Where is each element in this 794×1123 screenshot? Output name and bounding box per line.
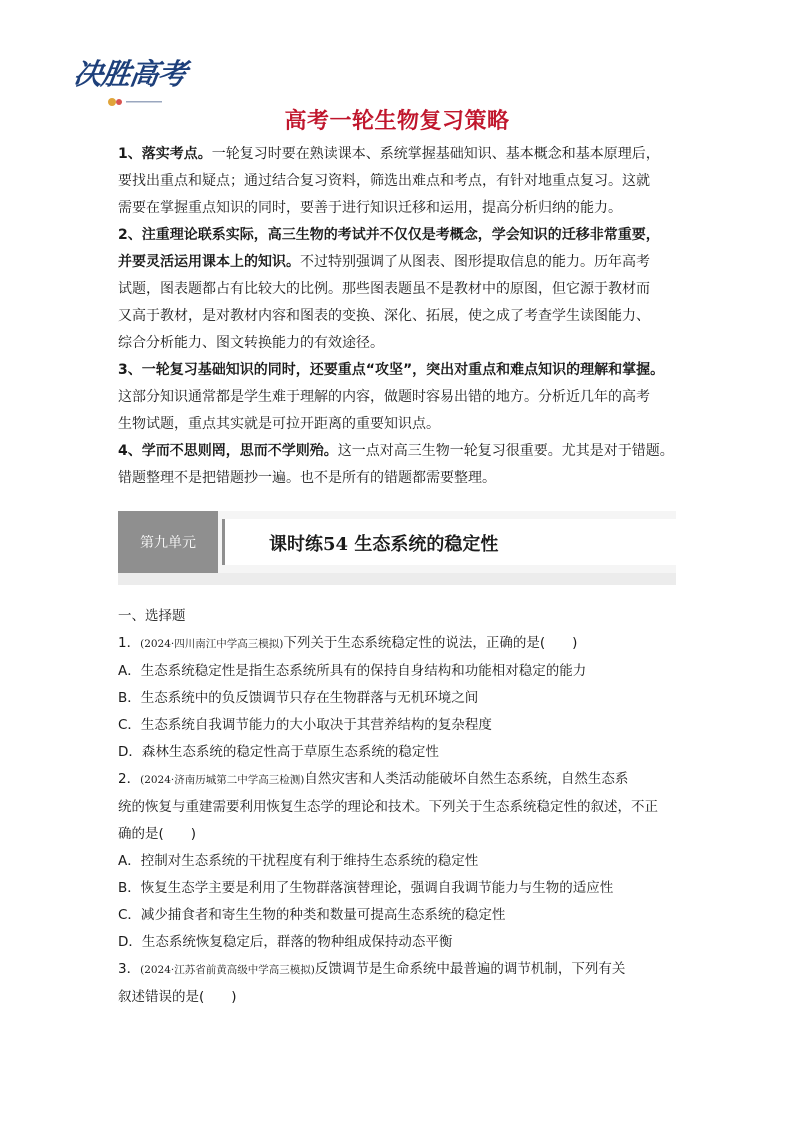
- question-section: [118, 603, 690, 1011]
- question-text: 确的是( ): [118, 826, 197, 842]
- strategy-line: [118, 357, 680, 384]
- banner-divider: [118, 573, 676, 585]
- strategy-bold-text: 2、注重理论联系实际，高三生物的考试并不仅仅是考概念，学会知识的迁移非常重要，: [118, 227, 660, 243]
- strategy-text: 不过特别强调了从图表、图形提取信息的能力。历年高考: [300, 254, 650, 270]
- question-source: (2024·济南历城第二中学高三检测): [140, 774, 305, 786]
- strategy-line: [118, 330, 680, 357]
- strategy-bold-text: 并要灵活运用课本上的知识。: [118, 254, 300, 270]
- question-option: A．控制对生态系统的干扰程度有利于维持生态系统的稳定性: [118, 853, 479, 869]
- question-number: 1．: [118, 635, 141, 651]
- strategy-line: [118, 141, 680, 168]
- question-stem: [118, 956, 690, 984]
- question-option: A．生态系统稳定性是指生态系统所具有的保持自身结构和功能相对稳定的能力: [118, 663, 587, 679]
- question-number: 2．: [118, 771, 141, 787]
- unit-title: 课时练54 生态系统的稳定性: [269, 534, 499, 555]
- question-source: (2024·江苏省前黄高级中学高三模拟): [140, 964, 315, 976]
- question-text: 自然灾害和人类活动能破坏自然生态系统，自然生态系: [304, 771, 629, 787]
- question-stem: [118, 821, 690, 848]
- strategy-text: 这部分知识通常都是学生难于理解的内容，做题时容易出错的地方。分析近几年的高考: [118, 389, 650, 405]
- strategy-bold-text: 3、一轮复习基础知识的同时，还要重点“攻坚”，突出对重点和难点知识的理解和掌握。: [118, 362, 665, 378]
- question-text: 统的恢复与重建需要利用恢复生态学的理论和技术。下列关于生态系统稳定性的叙述，不正: [118, 799, 658, 815]
- question-option: B．生态系统中的负反馈调节只存在生物群落与无机环境之间: [118, 690, 479, 706]
- question-text: 叙述错误的是( ): [118, 989, 237, 1005]
- strategy-text: 要找出重点和疑点；通过结合复习资料，筛选出难点和考点，有针对地重点复习。这就: [118, 173, 650, 189]
- question-stem: [118, 766, 690, 794]
- strategy-line: [118, 465, 680, 492]
- strategy-line: [118, 438, 680, 465]
- question-option: D．生态系统恢复稳定后，群落的物种组成保持动态平衡: [118, 934, 453, 950]
- strategy-text: 综合分析能力、图文转换能力的有效途径。: [118, 335, 384, 351]
- question-number: 3．: [118, 961, 141, 977]
- strategy-line: [118, 303, 680, 330]
- strategy-line: [118, 276, 680, 303]
- strategy-line: [118, 384, 680, 411]
- section-heading: 一、选择题: [118, 608, 186, 624]
- unit-banner: [118, 511, 676, 585]
- question-source: (2024·四川南江中学高三模拟): [140, 638, 284, 650]
- strategy-text: 这一点对高三生物一轮复习很重要。尤其是对于错题。: [337, 443, 674, 459]
- logo-text: 决胜高考: [71, 57, 189, 91]
- strategy-text: 生物试题，重点其实就是可拉开距离的重要知识点。: [118, 416, 440, 432]
- question-text: 反馈调节是生命系统中最普遍的调节机制，下列有关: [314, 961, 626, 977]
- strategy-text: 又高于教材，是对教材内容和图表的变换、深化、拓展，使之成了考查学生读图能力、: [118, 308, 650, 324]
- strategy-text: 试题，图表题都占有比较大的比例。那些图表题虽不是教材中的原图，但它源于教材而: [118, 281, 650, 297]
- page-title: 高考一轮生物复习策略: [284, 109, 510, 134]
- strategy-bold-text: 1、落实考点。: [118, 146, 212, 162]
- question-option: C．减少捕食者和寄生生物的种类和数量可提高生态系统的稳定性: [118, 907, 506, 923]
- unit-label: 第九单元: [118, 511, 218, 573]
- question-text: 下列关于生态系统稳定性的说法，正确的是( ): [283, 635, 578, 651]
- strategy-line: [118, 411, 680, 438]
- strategy-section: [118, 141, 680, 492]
- strategy-bold-text: 4、学而不思则罔，思而不学则殆。: [118, 443, 338, 459]
- strategy-line: [118, 222, 680, 249]
- question-option: D．森林生态系统的稳定性高于草原生态系统的稳定性: [118, 744, 439, 760]
- question-stem: [118, 630, 690, 658]
- question-stem: [118, 794, 690, 821]
- question-option: B．恢复生态学主要是利用了生物群落演替理论，强调自我调节能力与生物的适应性: [118, 880, 614, 896]
- strategy-text: 需要在掌握重点知识的同时，要善于进行知识迁移和运用，提高分析归纳的能力。: [118, 200, 622, 216]
- strategy-line: [118, 195, 680, 222]
- question-option: C．生态系统自我调节能力的大小取决于其营养结构的复杂程度: [118, 717, 492, 733]
- unit-title-box: [222, 519, 679, 565]
- strategy-text: 一轮复习时要在熟读课本、系统掌握基础知识、基本概念和基本原理后，: [211, 146, 660, 162]
- strategy-text: 错题整理不是把错题抄一遍。也不是所有的错题都需要整理。: [118, 470, 496, 486]
- strategy-line: [118, 249, 680, 276]
- strategy-line: [118, 168, 680, 195]
- question-stem: [118, 984, 690, 1011]
